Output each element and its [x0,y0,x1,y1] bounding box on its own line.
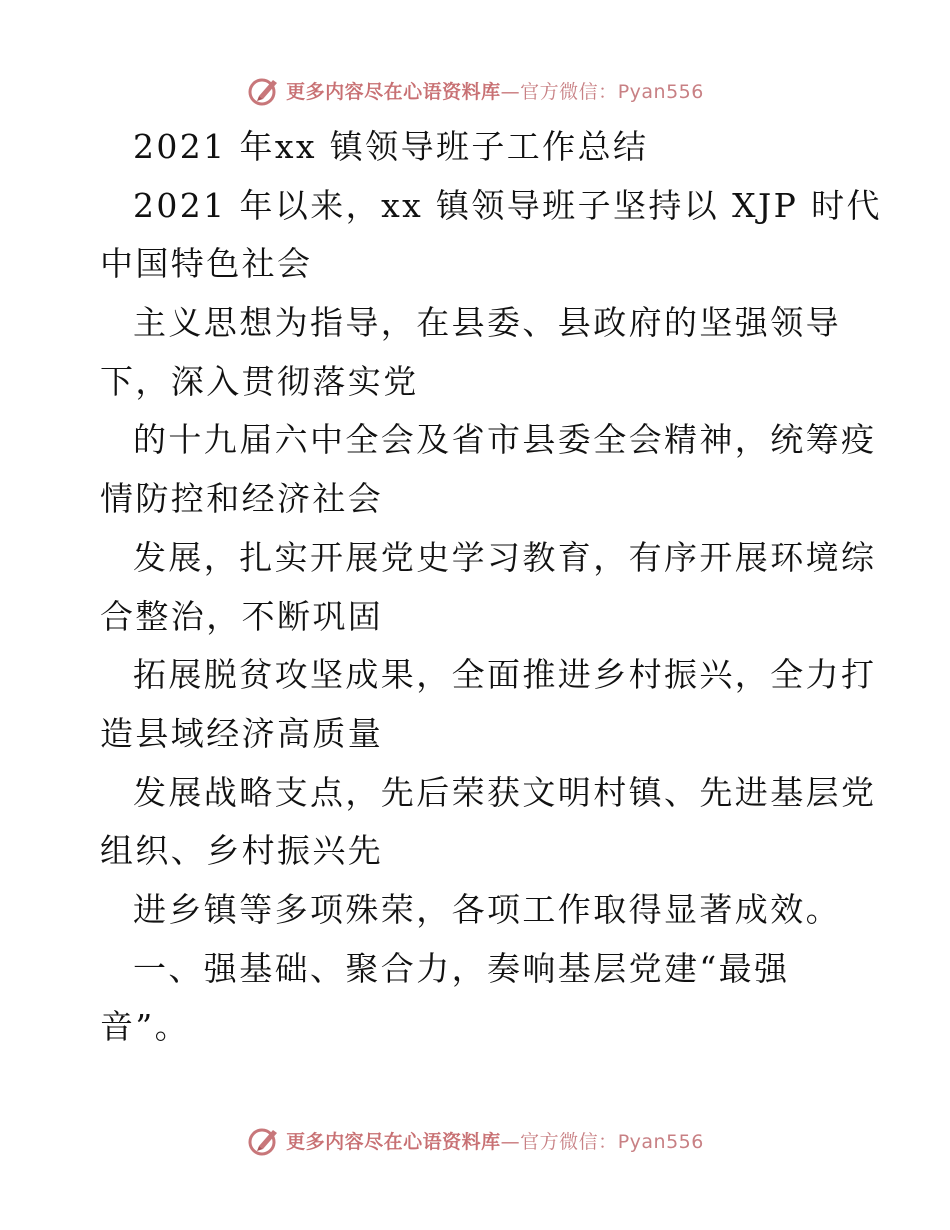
watermark-dash: — [500,80,521,103]
paragraph-line: 主义思想为指导，在县委、县政府的坚强领导 [133,303,841,343]
watermark-id: Pyan556 [617,1130,704,1153]
watermark-sub: 官方微信： [520,80,618,103]
paragraph-line: 进乡镇等多项殊荣，各项工作取得显著成效。 [133,889,841,929]
document-title: 2021 年xx 镇领导班子工作总结 [133,127,649,166]
watermark-dash: — [500,1130,521,1153]
paragraph-line: 的十九届六中全会及省市县委全会精神，统筹疫 [133,420,877,460]
watermark-text [286,77,704,104]
paragraph-line: 拓展脱贫攻坚成果，全面推进乡村振兴，全力打 [133,655,877,695]
paragraph-line: 2021 年以来，xx 镇领导班子坚持以 XJP 时代 [133,185,882,225]
section-heading: 一、强基础、聚合力，奏响基层党建“最强 [133,948,790,988]
paragraph-line: 合整治，不断巩固 [100,596,384,636]
paragraph-line: 造县域经济高质量 [100,713,384,753]
paragraph-line: 发展战略支点，先后荣获文明村镇、先进基层党 [133,772,877,812]
footer-watermark [0,1120,950,1160]
section-heading-continued: 音”。 [100,1007,191,1047]
document-body [100,118,882,1057]
watermark-text [286,1127,704,1154]
paragraph-line: 组织、乡村振兴先 [100,831,384,871]
paragraph-line: 发展，扎实开展党史学习教育，有序开展环境综 [133,537,877,577]
pen-circle-icon [246,1122,282,1158]
watermark-sub: 官方微信： [520,1130,618,1153]
paragraph-line: 情防控和经济社会 [100,479,384,519]
paragraph-line: 下，深入贯彻落实党 [100,361,419,401]
paragraph-line: 中国特色社会 [100,244,313,284]
pen-circle-icon [246,72,282,108]
watermark-main: 更多内容尽在心语资料库 [286,1130,501,1153]
header-watermark [0,70,950,110]
watermark-id: Pyan556 [617,80,704,103]
watermark-main: 更多内容尽在心语资料库 [286,80,501,103]
